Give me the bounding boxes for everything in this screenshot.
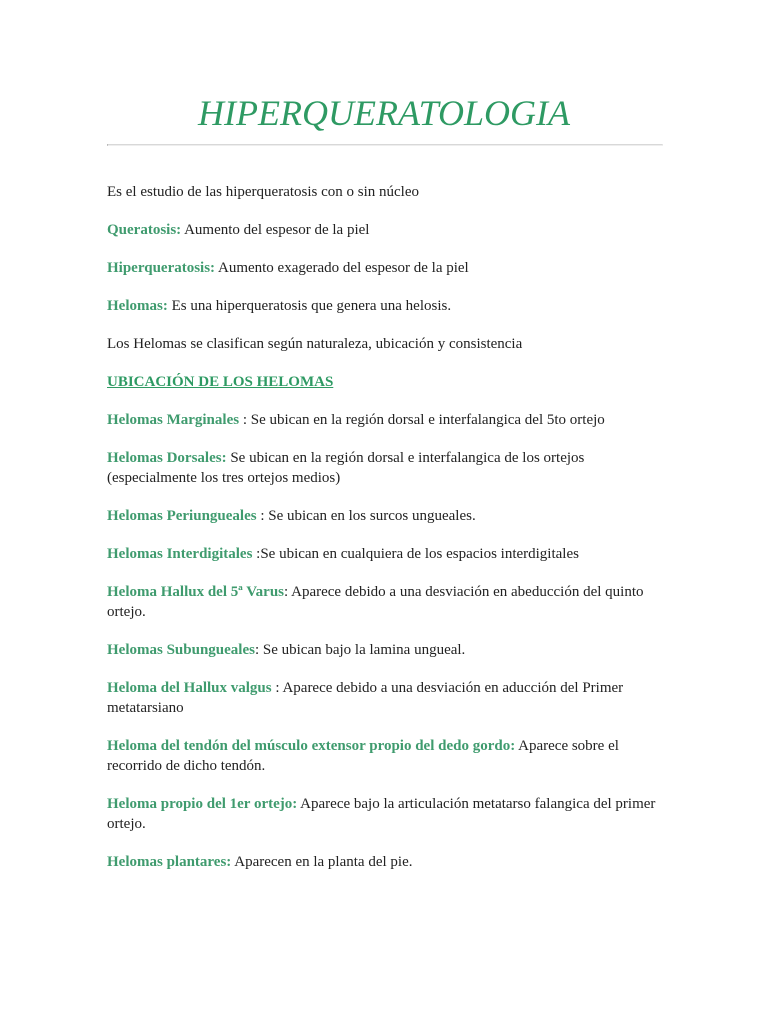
item-term: Heloma del Hallux valgus bbox=[107, 680, 272, 696]
item-term: Helomas Dorsales: bbox=[107, 450, 227, 466]
intro-paragraph: Es el estudio de las hiperqueratosis con o sin núcleo bbox=[107, 184, 420, 200]
item-helomas-dorsales bbox=[107, 448, 661, 488]
item-helomas-interdigitales bbox=[107, 544, 661, 564]
definition-term: Hiperqueratosis: bbox=[107, 260, 216, 276]
document-page bbox=[107, 0, 661, 890]
section-heading bbox=[107, 372, 661, 392]
definition-queratosis bbox=[107, 220, 661, 240]
document-body bbox=[107, 146, 661, 872]
item-term: Helomas Subungueales bbox=[107, 642, 255, 658]
definition-term: Helomas: bbox=[107, 298, 168, 314]
definition-hiperqueratosis bbox=[107, 258, 661, 278]
item-term: Helomas Marginales bbox=[107, 412, 240, 428]
section-heading-link[interactable]: UBICACIÓN DE LOS HELOMAS bbox=[107, 374, 334, 390]
item-term: Heloma propio del 1er ortejo: bbox=[107, 796, 298, 812]
item-term: Helomas Interdigitales bbox=[107, 546, 253, 562]
item-text: : Se ubican en los surcos ungueales. bbox=[256, 508, 476, 524]
item-helomas-subungueales bbox=[107, 640, 661, 660]
definition-term: Queratosis: bbox=[107, 222, 182, 238]
definition-text: Aumento exagerado del espesor de la piel bbox=[215, 260, 469, 276]
item-text: : Se ubican bajo la lamina ungueal. bbox=[254, 642, 466, 658]
item-text: Se ubican en la región dorsal e interfalangica de los ortejos (especialmente los tres ortejos medios) bbox=[107, 450, 585, 486]
document-title: HIPERQUERATOLOGIA bbox=[198, 93, 570, 133]
item-helomas-plantares bbox=[107, 852, 661, 872]
item-text: :Se ubican en cualquiera de los espacios interdigitales bbox=[252, 546, 579, 562]
item-term: Heloma del tendón del músculo extensor propio del dedo gordo: bbox=[107, 738, 516, 754]
item-heloma-1er-ortejo bbox=[107, 794, 661, 834]
item-heloma-tendon-extensor bbox=[107, 736, 661, 776]
classification-paragraph: Los Helomas se clasifican según naturaleza, ubicación y consistencia bbox=[107, 336, 523, 352]
item-text: Aparecen en la planta del pie. bbox=[231, 854, 413, 870]
item-heloma-hallux-valgus bbox=[107, 678, 661, 718]
item-term: Heloma Hallux del 5ª Varus bbox=[107, 584, 285, 600]
item-term: Helomas plantares: bbox=[107, 854, 232, 870]
item-text: Aparece bajo la articulación metatarso falangica del primer ortejo. bbox=[107, 796, 656, 832]
item-text: : Se ubican en la región dorsal e interfalangica del 5to ortejo bbox=[239, 412, 605, 428]
item-term: Helomas Periungueales bbox=[107, 508, 257, 524]
definition-helomas bbox=[107, 296, 661, 316]
item-helomas-marginales bbox=[107, 410, 661, 430]
definition-text: Aumento del espesor de la piel bbox=[181, 222, 370, 238]
item-text: : Aparece debido a una desviación en aducción del Primer metatarsiano bbox=[107, 680, 624, 716]
item-heloma-hallux-varus bbox=[107, 582, 661, 622]
item-text: : Aparece debido a una desviación en abeducción del quinto ortejo. bbox=[107, 584, 644, 620]
item-text: Aparece sobre el recorrido de dicho tendón. bbox=[107, 738, 619, 774]
definition-text: Es una hiperqueratosis que genera una helosis. bbox=[167, 298, 452, 314]
item-helomas-periungueales bbox=[107, 506, 661, 526]
